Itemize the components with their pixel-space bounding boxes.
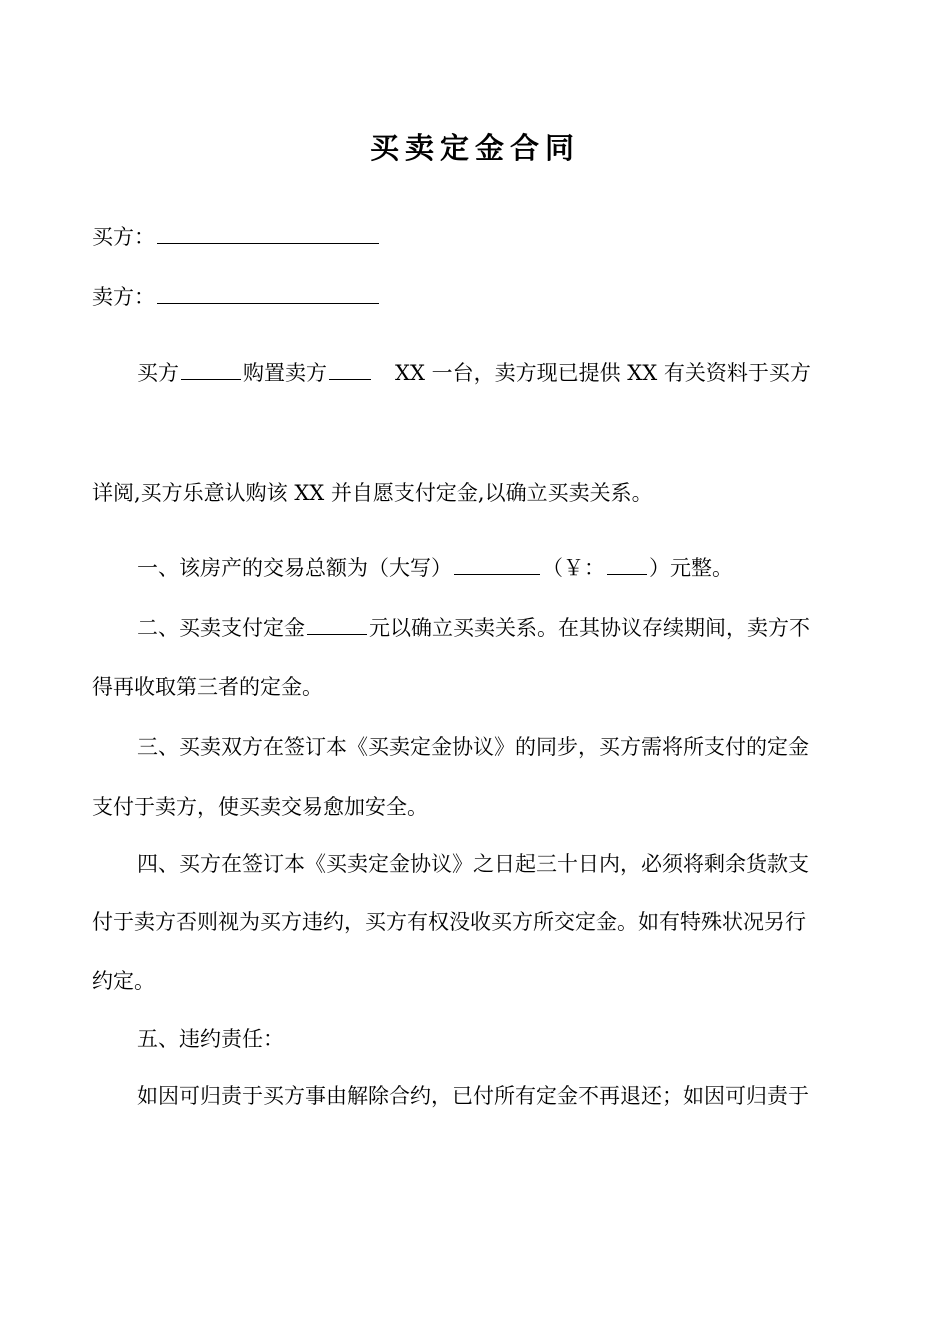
document-title: 买卖定金合同 [369,131,580,165]
buyer-label: 买方： [92,225,155,249]
clause-2-text-2: 元以确立买卖关系。在其协议存续期间，卖方不 [369,616,810,640]
clause-1-text-3: ）元整。 [649,556,733,580]
clause-4-line-2: 付于卖方否则视为买方违约，买方有权没收买方所交定金。如有特殊状况另行 [92,910,806,934]
clause-2-text-1: 二、买卖支付定金 [137,616,305,640]
clause-1-text-1: 一、该房产的交易总额为（大写） [137,556,452,580]
clause-1-text-2: （￥： [542,556,605,580]
buyer-name-blank[interactable] [181,357,241,380]
clause-4-line-3: 约定。 [92,969,155,993]
clause-4-line-1: 四、买方在签订本《买卖定金协议》之日起三十日内，必须将剩余货款支 [137,852,809,876]
clause-5-heading: 五、违约责任： [137,1027,284,1051]
seller-blank[interactable] [157,283,379,304]
buyer-line [92,222,862,252]
intro-line-1 [137,357,907,388]
total-amount-words-blank[interactable] [454,552,540,575]
buyer-blank[interactable] [157,223,379,244]
clause-2-line-1 [137,612,907,643]
clause-5-line-1: 如因可归责于买方事由解除合约，已付所有定金不再退还；如因可归责于 [137,1084,809,1108]
seller-name-blank[interactable] [329,357,371,380]
clause-2-line-2: 得再收取第三者的定金。 [92,675,323,699]
intro-text-2: 购置卖方 [243,361,327,385]
clause-3-line-1: 三、买卖双方在签订本《买卖定金协议》的同步，买方需将所支付的定金 [137,735,809,759]
intro-text-1: 买方 [137,361,179,385]
intro-line-2: 详阅,买方乐意认购该 XX 并自愿支付定金,以确立买卖关系。 [92,481,653,505]
total-amount-number-blank[interactable] [607,552,647,575]
deposit-amount-blank[interactable] [307,612,367,635]
seller-line [92,282,862,312]
clause-1 [137,552,907,583]
seller-label: 卖方： [92,285,155,309]
intro-text-3: XX 一台，卖方现已提供 XX 有关资料于买方 [395,361,811,385]
clause-3-line-2: 支付于卖方，使买卖交易愈加安全。 [92,795,428,819]
